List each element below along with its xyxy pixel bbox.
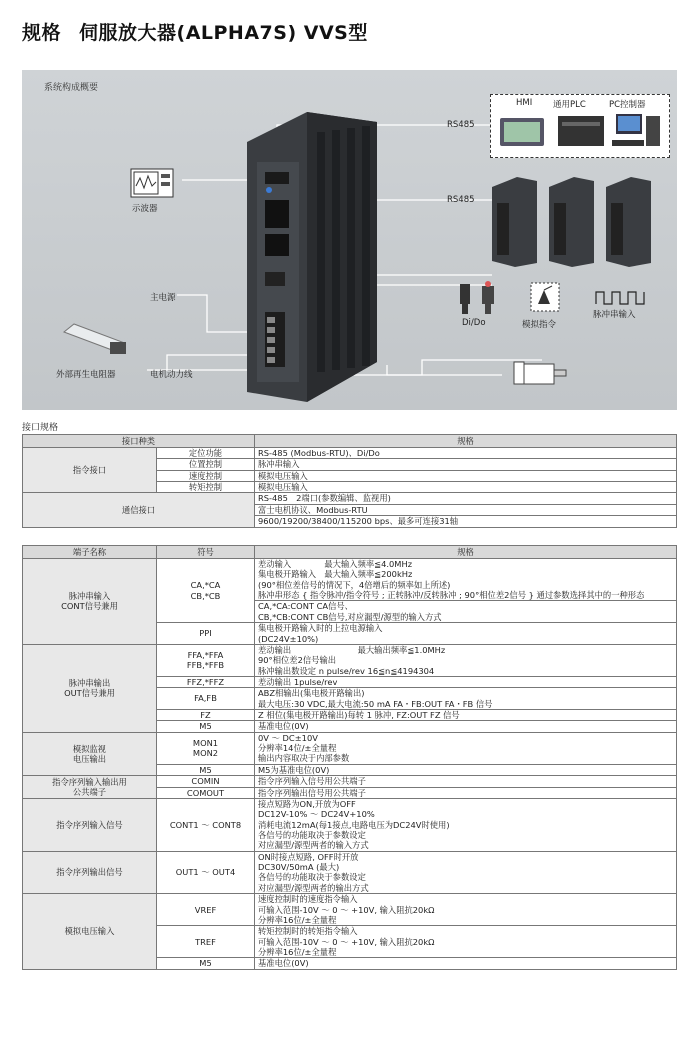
- header-terminal-name: 端子名称: [23, 546, 157, 559]
- row-spec: 模拟电压输入: [255, 482, 677, 493]
- pulse-input-label: 脉冲串输入: [593, 310, 636, 320]
- symbol-cell: FFZ,*FFZ: [157, 676, 255, 687]
- main-power-label: 主电源: [150, 293, 176, 303]
- symbol-cell: COMOUT: [157, 787, 255, 798]
- system-diagram: [22, 70, 677, 410]
- symbol-cell: M5: [157, 958, 255, 969]
- symbol-cell: CONT1 ～ CONT8: [157, 798, 255, 851]
- table-row: [23, 559, 677, 601]
- rs485-mid-label: RS485: [447, 195, 475, 205]
- oscilloscope-label: 示波器: [132, 204, 158, 214]
- oscilloscope-icon: [130, 168, 174, 198]
- controller-devices-icon: [498, 114, 668, 150]
- symbol-cell: M5: [157, 721, 255, 732]
- section-caption: 接口规格: [22, 423, 59, 433]
- table-row: [23, 448, 677, 459]
- group-cell: 模拟电压输入: [23, 894, 157, 970]
- page-title: [22, 18, 368, 45]
- networked-amplifiers-image: [487, 175, 667, 267]
- spec-cell: ON时接点短路, OFF时开放 DC30V/50mA (最大) 各信号的功能取决于参数设定 对应漏型/源型两者的输出方式: [255, 851, 677, 893]
- spec-cell: M5为基准电位(0V): [255, 764, 677, 775]
- table-row: [23, 732, 677, 764]
- row-name: 转矩控制: [157, 482, 255, 493]
- group-cell: 指令序列输入信号: [23, 798, 157, 851]
- spec-cell: 差动输出 最大输出频率≦1.0MHz 90°相位差2信号输出 脉冲输出数设定 n pulse/rev 16≦n≦4194304: [255, 644, 677, 676]
- hmi-label: HMI: [516, 98, 533, 108]
- symbol-cell: OUT1 ～ OUT4: [157, 851, 255, 893]
- header-spec: 规格: [255, 435, 677, 448]
- group-cell: 脉冲串输入 CONT信号兼用: [23, 559, 157, 645]
- row-spec: 模拟电压输入: [255, 470, 677, 481]
- table-header: [23, 435, 677, 448]
- servo-motor-icon: [512, 358, 568, 388]
- title-prefix: 规格: [22, 22, 62, 44]
- analog-command-icon: [530, 282, 560, 312]
- group-cell: 脉冲串输出 OUT信号兼用: [23, 644, 157, 732]
- interface-spec-table: [22, 434, 677, 528]
- title-main: 伺服放大器(ALPHA7S) VVS型: [79, 22, 368, 44]
- cmd-interface-cell: 指令接口: [23, 448, 157, 493]
- spec-cell: 差动输出 1pulse/rev: [255, 676, 677, 687]
- analog-command-label: 模拟指令: [522, 320, 557, 330]
- spec-cell: 接点短路为ON,开放为OFF DC12V-10% ～ DC24V+10% 消耗电流12mA(每1接点,电路电压为DC24V时使用) 各信号的功能取决于参数设定 对应漏型/源型两者的输入方式: [255, 798, 677, 851]
- regen-resistor-icon: [62, 320, 132, 360]
- pulse-train-icon: [594, 288, 648, 308]
- spec-cell: 基准电位(0V): [255, 958, 677, 969]
- spec-cell: 差动输入 最大输入频率≦4.0MHz 集电极开路输入 最大输入频率≦200kHz (90°相位差信号的情况下，4倍增后的频率如上所述) 脉冲串形态 { 指令脉冲/指令符号 ; 正转脉冲/反转脉冲 ; 90°相位差2信号 } 通过参数选择其中的一种形态: [255, 559, 677, 601]
- symbol-cell: TREF: [157, 926, 255, 958]
- symbol-cell: CA,*CA CB,*CB: [157, 559, 255, 623]
- spec-cell: ABZ相输出(集电极开路输出) 最大电压:30 VDC,最大电流:50 mA FA・FB:OUT FA・FB 信号: [255, 688, 677, 710]
- spec-cell: Z 相位(集电极开路输出)每转 1 脉冲, FZ:OUT FZ 信号: [255, 710, 677, 721]
- dido-sensors-icon: [456, 280, 500, 316]
- motor-power-label: 电机动力线: [150, 370, 193, 380]
- table-row: [23, 851, 677, 893]
- spec-cell: 指令序列输出信号用公共端子: [255, 787, 677, 798]
- header-spec: 规格: [255, 546, 677, 559]
- row-name: 定位功能: [157, 448, 255, 459]
- spec-cell: 转矩控制时的转矩指令输入 可输入范围-10V ～ 0 ～ +10V, 输入阻抗20kΩ 分辨率16位/±全量程: [255, 926, 677, 958]
- servo-amplifier-image: [237, 102, 377, 402]
- symbol-cell: VREF: [157, 894, 255, 926]
- symbol-cell: PPI: [157, 623, 255, 645]
- dido-label: Di/Do: [462, 318, 486, 328]
- spec-cell: 速度控制时的速度指令输入 可输入范围-10V ～ 0 ～ +10V, 输入阻抗20kΩ 分辨率16位/±全量程: [255, 894, 677, 926]
- spec-cell: 0V ～ DC±10V 分辨率14位/±全量程 输出内容取决于内部参数: [255, 732, 677, 764]
- comm-interface-cell: 通信接口: [23, 493, 255, 527]
- symbol-cell: MON1 MON2: [157, 732, 255, 764]
- table-row: [23, 798, 677, 851]
- spec-cell: 指令序列输入信号用公共端子: [255, 776, 677, 787]
- symbol-cell: FFA,*FFA FFB,*FFB: [157, 644, 255, 676]
- rs485-top-label: RS485: [447, 120, 475, 130]
- group-cell: 指令序列输入输出用 公共端子: [23, 776, 157, 799]
- header-symbol: 符号: [157, 546, 255, 559]
- table-row: [23, 894, 677, 926]
- pc-label: PC控制器: [609, 100, 646, 110]
- table-row: [23, 493, 677, 504]
- symbol-cell: FA,FB: [157, 688, 255, 710]
- group-cell: 模拟监视 电压输出: [23, 732, 157, 775]
- diagram-caption: 系统构成概要: [44, 83, 99, 93]
- table-row: [23, 776, 677, 787]
- spec-cell: 集电极开路输入时的上拉电源输入 (DC24V±10%): [255, 623, 677, 645]
- group-cell: 指令序列输出信号: [23, 851, 157, 893]
- symbol-cell: COMIN: [157, 776, 255, 787]
- row-name: 速度控制: [157, 470, 255, 481]
- row-spec: 富士电机协议、Modbus-RTU: [255, 504, 677, 515]
- row-spec: RS-485 2端口(参数编辑、监视用): [255, 493, 677, 504]
- regen-resistor-label: 外部再生电阻器: [56, 370, 116, 380]
- symbol-cell: M5: [157, 764, 255, 775]
- spec-cell: CA,*CA:CONT CA信号、 CB,*CB:CONT CB信号,对应漏型/源型的输入方式: [255, 601, 677, 623]
- table-header: [23, 546, 677, 559]
- row-name: 位置控制: [157, 459, 255, 470]
- plc-label: 通用PLC: [553, 100, 586, 110]
- header-interface-type: 接口种类: [23, 435, 255, 448]
- row-spec: RS-485 (Modbus-RTU)、Di/Do: [255, 448, 677, 459]
- row-spec: 9600/19200/38400/115200 bps、最多可连接31轴: [255, 516, 677, 527]
- spec-cell: 基准电位(0V): [255, 721, 677, 732]
- table-row: [23, 644, 677, 676]
- row-spec: 脉冲串输入: [255, 459, 677, 470]
- terminal-spec-table: [22, 545, 677, 970]
- symbol-cell: FZ: [157, 710, 255, 721]
